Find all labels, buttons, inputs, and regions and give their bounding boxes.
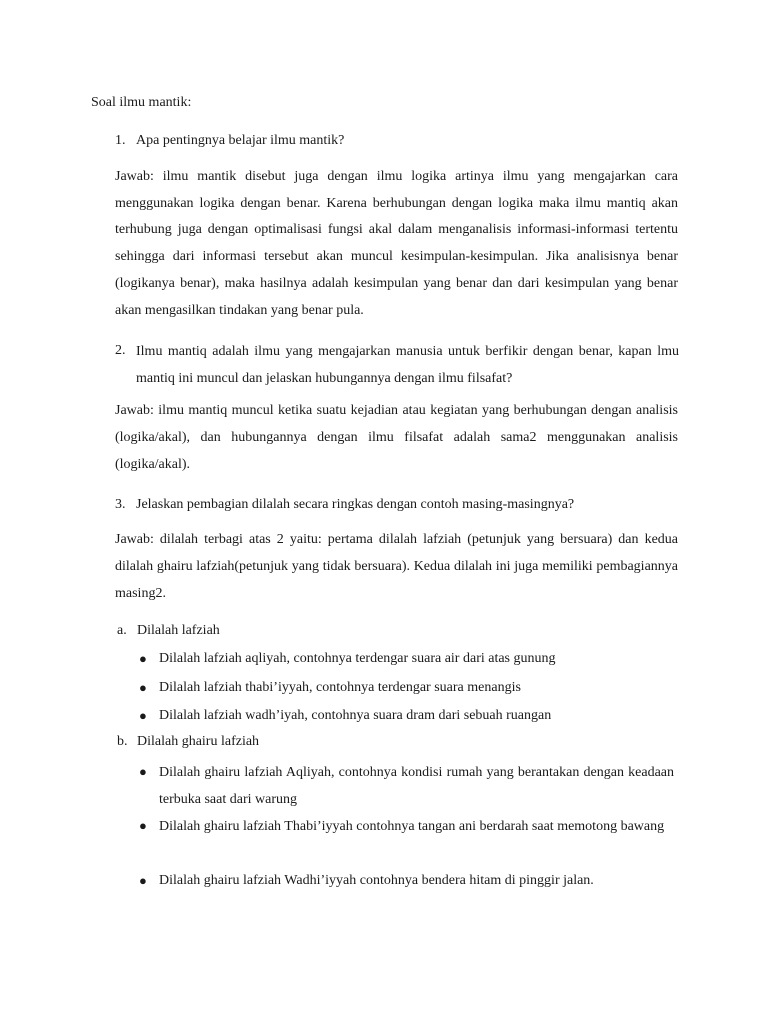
list-item-text: Dilalah lafziah wadh’iyah, contohnya suara dram dari sebuah ruangan: [159, 708, 552, 723]
list-item-text: Dilalah ghairu lafziah Thabi’iyyah contohnya tangan ani berdarah saat memotong bawang: [159, 819, 665, 834]
subsection-title: Dilalah ghairu lafziah: [137, 734, 260, 749]
question-number: 2.: [115, 343, 126, 358]
answer-1: Jawab: ilmu mantik disebut juga dengan ilmu logika artinya ilmu yang mengajarkan cara menggunakan logika dengan benar. Karena berhubungan dengan logika maka ilmu mantiq akan terhubung juga dengan optimalisasi fungsi akal dalam menganalisis informasi-informasi tertentu sehingga dari informasi tersebut akan muncul kesimpulan-kesimpulan. Jika analisisnya benar (logikanya benar), maka hasilnya adalah kesimpulan yang benar dan dari kesimpulan yang benar akan mengasilkan tindakan yang benar pula.: [115, 169, 678, 318]
question-text: Jelaskan pembagian dilalah secara ringkas dengan contoh masing-masingnya?: [136, 497, 575, 512]
list-item-text: Dilalah ghairu lafziah Wadhi’iyyah contohnya bendera hitam di pinggir jalan.: [159, 873, 594, 888]
question-number: 1.: [115, 133, 126, 148]
document-title: Soal ilmu mantik:: [91, 95, 192, 110]
list-item-text: Dilalah lafziah thabi’iyyah, contohnya terdengar suara menangis: [159, 680, 521, 695]
bullet-dot-icon: ●: [139, 680, 147, 695]
bullet-dot-icon: ●: [139, 818, 147, 833]
list-item-text: Dilalah lafziah aqliyah, contohnya terdengar suara air dari atas gunung: [159, 651, 556, 666]
bullet-dot-icon: ●: [139, 764, 147, 779]
subsection-title: Dilalah lafziah: [137, 623, 220, 638]
question-text: Apa pentingnya belajar ilmu mantik?: [136, 133, 345, 148]
question-text: Ilmu mantiq adalah ilmu yang mengajarkan manusia untuk berfikir dengan benar, kapan lmu mantiq ini muncul dan jelaskan hubungannya dengan ilmu filsafat?: [136, 344, 679, 386]
answer-2: Jawab: ilmu mantiq muncul ketika suatu kejadian atau kegiatan yang berhubungan dengan analisis (logika/akal), dan hubungannya dengan ilmu filsafat adalah sama2 menggunakan analisis (logika/akal).: [115, 403, 678, 472]
subsection-letter: a.: [117, 623, 127, 638]
bullet-dot-icon: ●: [139, 651, 147, 666]
subsection-letter: b.: [117, 734, 128, 749]
bullet-dot-icon: ●: [139, 708, 147, 723]
bullet-dot-icon: ●: [139, 873, 147, 888]
answer-3: Jawab: dilalah terbagi atas 2 yaitu: pertama dilalah lafziah (petunjuk yang bersuara) dan kedua dilalah ghairu lafziah(petunjuk yang tidak bersuara). Kedua dilalah ini juga memiliki pembagiannya masing2.: [115, 532, 678, 601]
list-item-text: Dilalah ghairu lafziah Aqliyah, contohnya kondisi rumah yang berantakan dengan keadaan terbuka saat dari warung: [159, 765, 674, 807]
question-number: 3.: [115, 497, 126, 512]
